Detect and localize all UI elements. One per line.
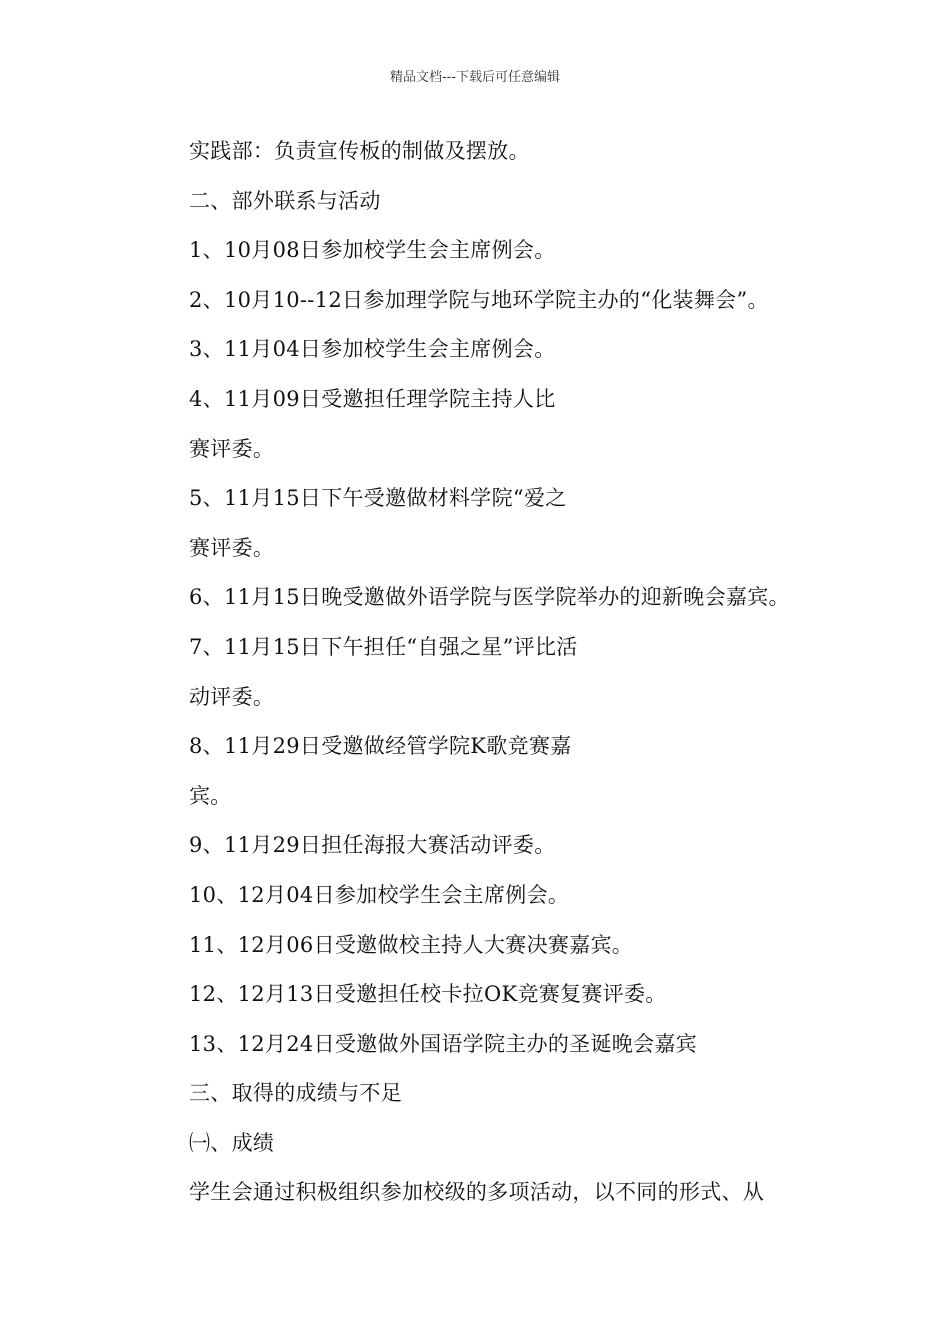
list-item: 10、12月04日参加校学生会主席例会。 — [189, 882, 570, 907]
list-item: 5、11月15日下午受邀做材料学院“爱之 — [189, 486, 567, 511]
subsection-heading: ㈠、成绩 — [189, 1130, 275, 1155]
list-item-continuation: 赛评委。 — [189, 535, 275, 560]
list-item-continuation: 宾。 — [189, 783, 232, 808]
list-item: 2、10月10--12日参加理学院与地环学院主办的“化装舞会”。 — [189, 287, 769, 312]
text-line: 实践部：负责宣传板的制做及摆放。 — [189, 139, 530, 163]
list-item: 7、11月15日下午担任“自强之星”评比活 — [189, 634, 578, 659]
list-item: 4、11月09日受邀担任理学院主持人比 — [189, 386, 556, 411]
list-item: 3、11月04日参加校学生会主席例会。 — [189, 337, 556, 362]
list-item: 9、11月29日担任海报大赛活动评委。 — [189, 833, 556, 858]
page-header: 精品文档---下载后可任意编辑 — [389, 70, 561, 85]
list-item: 6、11月15日晚受邀做外语学院与医学院举办的迎新晚会嘉宾。 — [189, 585, 790, 610]
paragraph-text: 学生会通过积极组织参加校级的多项活动，以不同的形式、从 — [189, 1180, 765, 1205]
list-item: 12、12月13日受邀担任校卡拉OK竞赛复赛评委。 — [189, 982, 667, 1007]
list-item-continuation: 动评委。 — [189, 684, 275, 709]
list-item: 8、11月29日受邀做经管学院K歌竞赛嘉 — [189, 734, 572, 759]
list-item: 1、10月08日参加校学生会主席例会。 — [189, 238, 556, 263]
list-item: 13、12月24日受邀做外国语学院主办的圣诞晚会嘉宾 — [189, 1031, 697, 1056]
list-item: 11、12月06日受邀做校主持人大赛决赛嘉宾。 — [189, 932, 634, 957]
section-heading: 二、部外联系与活动 — [189, 188, 381, 213]
section-heading: 三、取得的成绩与不足 — [189, 1081, 402, 1106]
document-body — [189, 132, 819, 1223]
list-item-continuation: 赛评委。 — [189, 436, 275, 461]
